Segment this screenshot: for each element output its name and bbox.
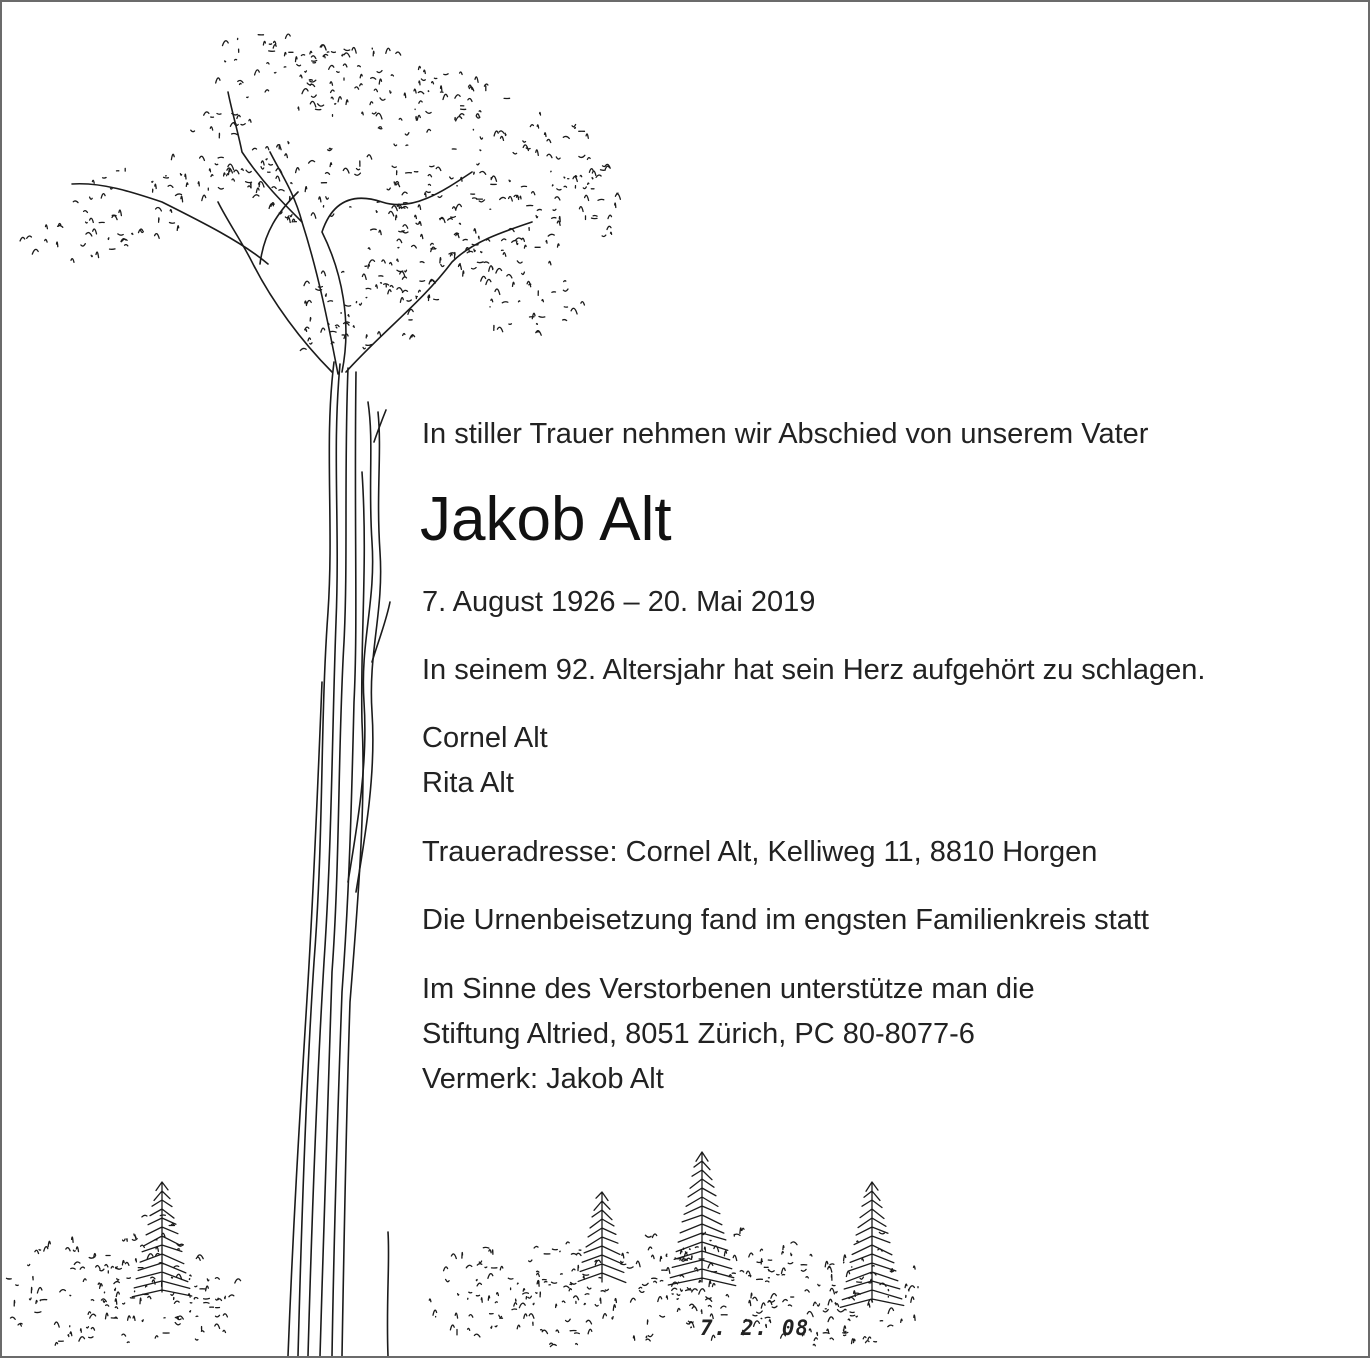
artist-signature-date: 7. 2. 08 [700,1316,810,1340]
donation-line: Im Sinne des Verstorbenen unterstütze man die [422,973,1035,1005]
mourner-name: Cornel Alt [422,722,548,754]
mourning-address: Traueradresse: Cornel Alt, Kelliweg 11, 8810 Horgen [422,836,1098,868]
intro-line: In stiller Trauer nehmen wir Abschied von unserem Vater [422,418,1149,450]
life-dates: 7. August 1926 – 20. Mai 2019 [422,586,816,618]
age-line: In seinem 92. Altersjahr hat sein Herz aufgehört zu schlagen. [422,654,1206,686]
mourner-name: Rita Alt [422,767,514,799]
burial-note: Die Urnenbeisetzung fand im engsten Familienkreis statt [422,904,1149,936]
donation-line: Stiftung Altried, 8051 Zürich, PC 80-8077-6 [422,1018,975,1050]
donation-line: Vermerk: Jakob Alt [422,1063,664,1095]
deceased-name: Jakob Alt [420,485,672,554]
